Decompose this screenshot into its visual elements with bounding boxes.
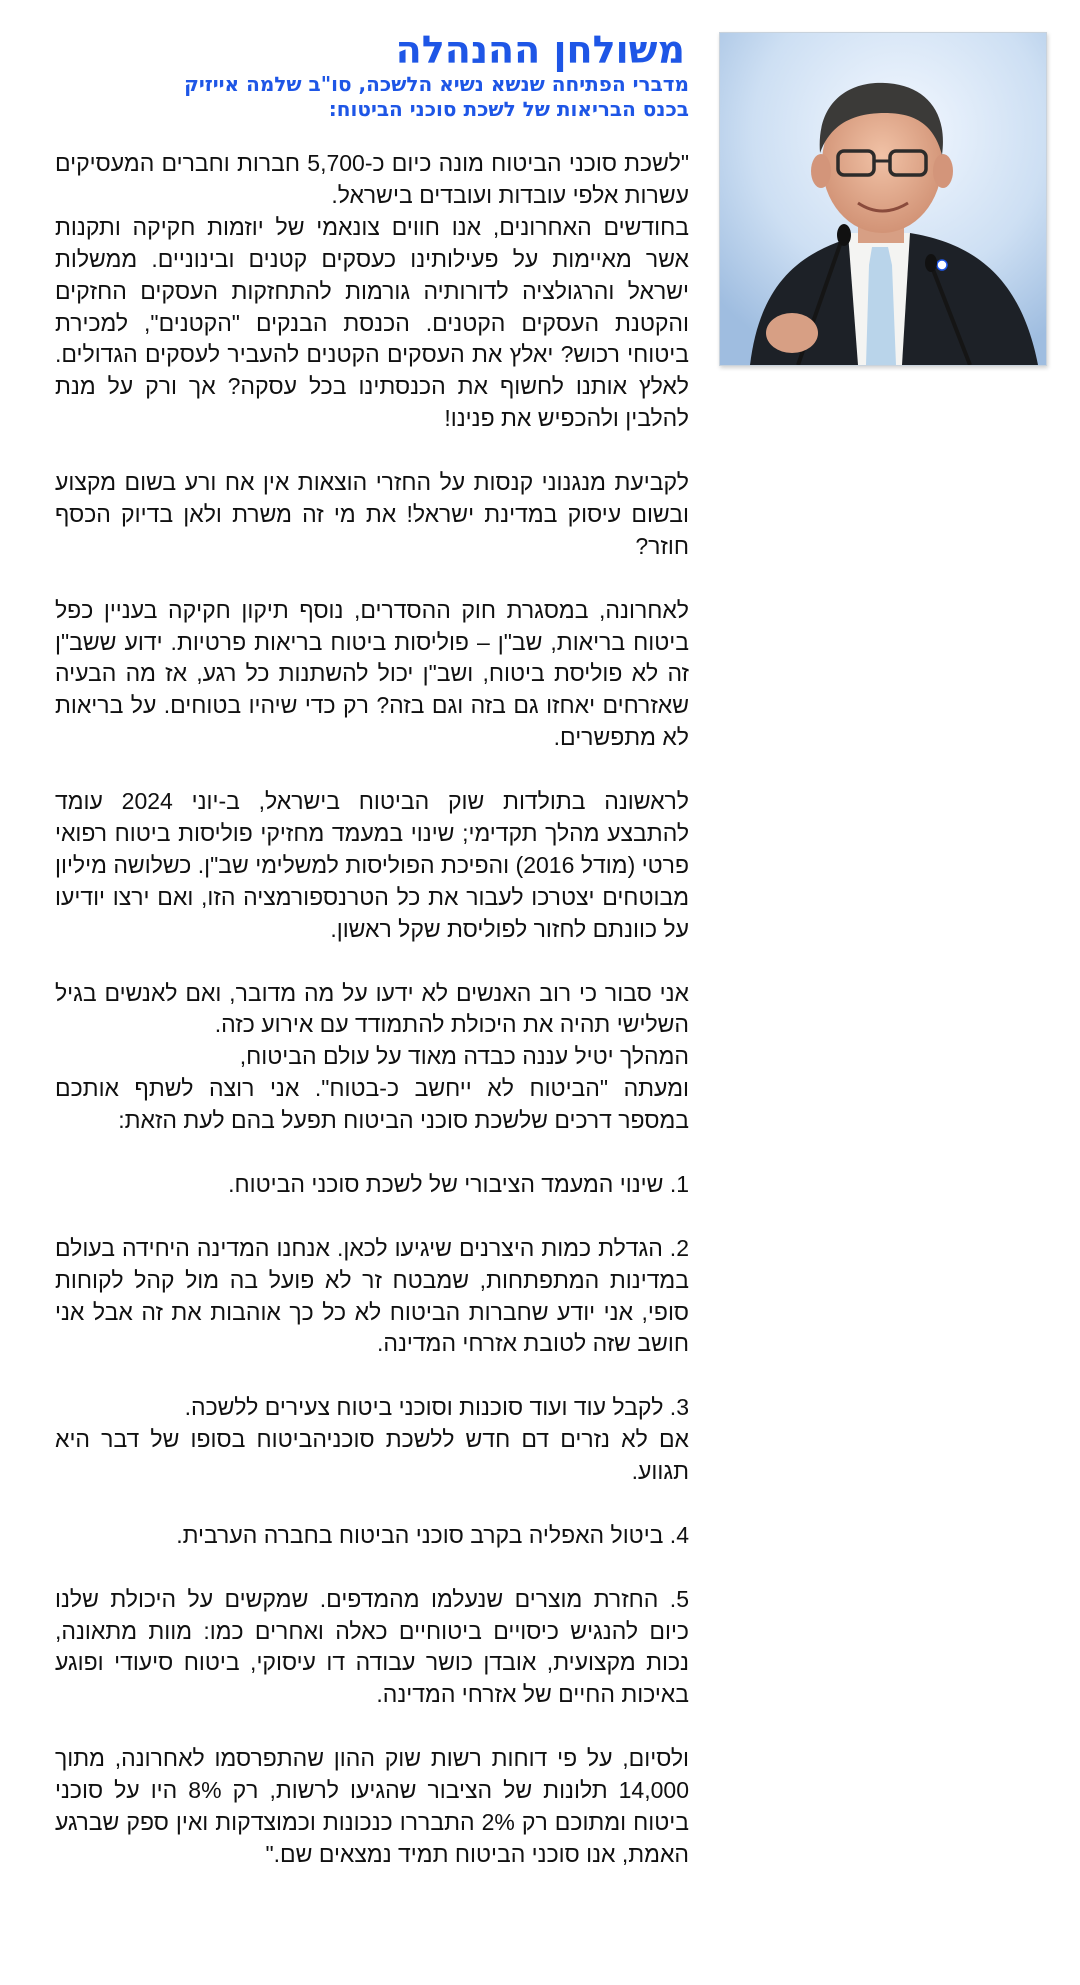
paragraph-spacer xyxy=(55,946,689,978)
paragraph-spacer xyxy=(55,1711,689,1743)
article-paragraph: 1. שינוי המעמד הציבורי של לשכת סוכני הביטוח. xyxy=(228,1170,689,1197)
speaker-photo xyxy=(719,32,1047,366)
article-paragraph: אני סבור כי רוב האנשים לא ידעו על מה מדובר, ואם לאנשים בגיל השלישי תהיה את היכולת להתמודד עם אירוע כזה. xyxy=(55,979,689,1038)
article-paragraph: ומעתה "הביטוח לא ייחשב כ-בטוח". אני רוצה לשתף אותכם במספר דרכים שלשכת סוכני הביטוח תפעל בהם לעת הזאת: xyxy=(55,1075,689,1134)
article-paragraph: 3. לקבל עוד ועוד סוכנות וסוכני ביטוח צעירים ללשכה. xyxy=(184,1394,689,1421)
article-paragraph: 2. הגדלת כמות היצרנים שיגיעו לכאן. אנחנו המדינה היחידה בעולם במדינות המתפתחות, שמבטח זר לא פועל בה מול קהל לקוחות סופי, אני יודע שחברות הביטוח לא כל כך אוהבות את זה אבל אני חושב שזה לטובת אזרחי המדינה. xyxy=(55,1234,689,1357)
paragraph-spacer xyxy=(55,1488,689,1520)
article-paragraph: "לשכת סוכני הביטוח מונה כיום כ-5,700 חברות וחברים המעסיקים עשרות אלפי עובדות ועובדים בישראל. xyxy=(55,150,690,208)
paragraph-spacer xyxy=(55,1552,689,1584)
subtitle-line-1: מדברי הפתיחה שנשא נשיא הלשכה, סו"ב שלמה אייזיק xyxy=(184,72,689,96)
paragraph-spacer xyxy=(55,1360,689,1392)
paragraph-spacer xyxy=(55,1137,689,1169)
article-paragraph: 5. החזרת מוצרים שנעלמו מהמדפים. שמקשים על היכולת שלנו כיום להנגיש כיסויים ביטוחיים כאלה ואחרים כמו: מוות מתאונה, נכות מקצועית, אובדן כושר עבודה דו עיסוקי, ביטוח סיעודי ופוגע באיכות החיים של אזרחי המדינה. xyxy=(55,1585,689,1708)
paragraph-spacer xyxy=(55,754,689,786)
article-paragraph: לקביעת מנגנוני קנסות על החזרי הוצאות אין אח ורע בשום מקצוע ובשום עיסוק במדינת ישראל! את מי זה משרת ולאן בדיוק הכסף חוזר? xyxy=(55,469,689,559)
article-paragraph: ולסיום, על פי דוחות רשות שוק ההון שהתפרסמו לאחרונה, מתוך 14,000 תלונות של הציבור שהגיעו לרשות, רק 8% היו על סוכני ביטוח ומתוכם רק 2% התבררו כנכונות וכמוצדקות ואין ספק שברגע האמת, אנו סוכני הביטוח תמיד נמצאים שם." xyxy=(55,1745,689,1867)
article-paragraph: לראשונה בתולדות שוק הביטוח בישראל, ב-יוני 2024 עומד להתבצע מהלך תקדימי; שינוי במעמד מחזיקי פוליסות ביטוח רפואי פרטי (מודל 2016) והפיכת הפוליסות למשלימי שב"ן. כשלושה מיליון מבוטחים יצטרכו לעבור את כל הטרנספורמציה הזו, ואם ירצו יודיעו על כוונתם לחזור לפוליסת שקל ראשון. xyxy=(55,788,689,942)
article-paragraph: המהלך יטיל עננה כבדה מאוד על עולם הביטוח, xyxy=(239,1043,689,1070)
article-paragraph: לאחרונה, במסגרת חוק ההסדרים, נוסף תיקון חקיקה בעניין כפל ביטוח בריאות, שב"ן – פוליסות ביטוח בריאות פרטיות. ידוע ששב"ן זה לא פוליסת ביטוח, ושב"ן יכול להשתנות כל רגע, אז מה הבעיה שאזרחים יאחזו גם בזה וגם בזה? רק כדי שיהיו בטוחים. על בריאות לא מתפשרים. xyxy=(55,596,689,751)
article-paragraph: 4. ביטול האפליה בקרב סוכני הביטוח בחברה הערבית. xyxy=(176,1521,689,1548)
paragraph-spacer xyxy=(55,1201,689,1233)
article-column xyxy=(55,28,689,1871)
article-paragraph: בחודשים האחרונים, אנו חווים צונאמי של יוזמות חקיקה ותקנות אשר מאיימות על פעילותינו כעסקים קטנים ובינוניים. ממשלות ישראל והרגולציה לדורותיה גורמות להתחזקות העסקים החזקים והקטנת העסקים הקטנים. הכנסת הבנקים "הקטנים", למכירת ביטוחי רכוש? יאלץ את העסקים הקטנים להעביר לעסקים הגדולים. לאלץ אותנו לחשוף את הכנסתינו בכל עסקה? אך ורק על מנת להלבין ולהכפיש את פנינו! xyxy=(55,213,689,432)
paragraph-spacer xyxy=(55,435,689,467)
paragraph-spacer xyxy=(55,563,689,595)
page-title: משולחן ההנהלה xyxy=(395,28,685,72)
subtitle-line-2: בכנס הבריאות של לשכת סוכני הביטוח: xyxy=(328,97,689,121)
article-body xyxy=(55,148,689,1871)
article-paragraph: אם לא נזרים דם חדש ללשכת סוכניהביטוח בסופו של דבר היא תגווע. xyxy=(55,1426,689,1485)
speaker-at-microphone-photo-icon xyxy=(720,33,1046,365)
